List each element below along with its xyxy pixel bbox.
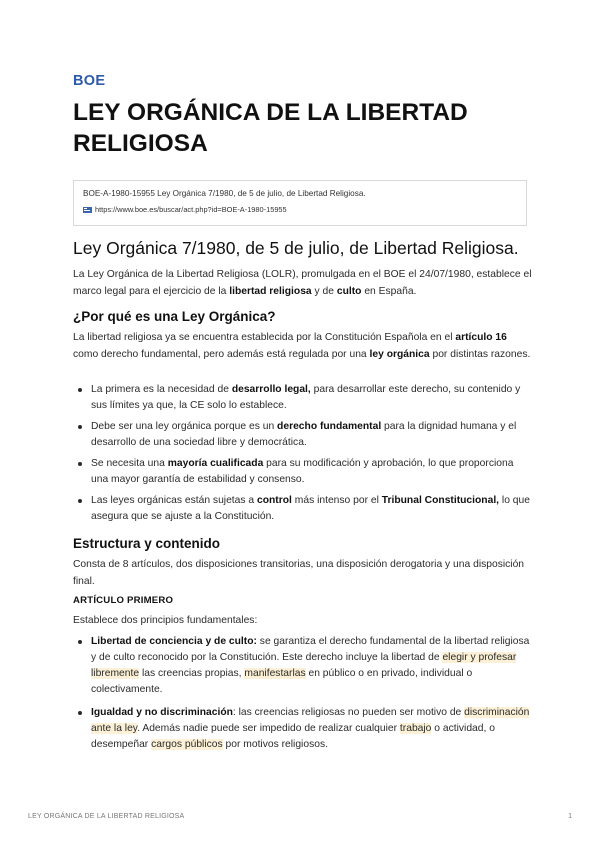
item-bold: control: [257, 495, 292, 506]
why-text-3: por distintas razones.: [429, 349, 531, 360]
highlighted-text: manifestarlas: [244, 668, 306, 679]
structure-paragraph: Consta de 8 artículos, dos disposiciones transitorias, una disposición derogatoria y una disposición final.: [73, 559, 525, 587]
list-item: [73, 634, 533, 698]
item-text: o actividad, o desempeñar: [91, 723, 495, 750]
intro-text-1: La Ley Orgánica de la Libertad Religiosa (LOLR), promulgada en el BOE el 24/07/1980, establece el marco legal para el ejercicio de la: [73, 269, 532, 297]
item-text: se garantiza el derecho fundamental de la libertad religiosa y de culto reconocido por la Constitución. Este derecho incluye la libertad de: [91, 636, 530, 663]
boe-logo-text: BOE: [73, 73, 106, 87]
why-text-1: La libertad religiosa ya se encuentra establecida por la Constitución Española en el: [73, 332, 456, 343]
item-bold: derecho fundamental: [277, 421, 382, 432]
list-item: [73, 382, 533, 414]
intro-bold-2: culto: [336, 286, 362, 297]
intro-bold-1: libertad religiosa: [229, 286, 312, 297]
item-text: más intenso por el: [291, 495, 382, 506]
item-bold: Igualdad y no discriminación: [91, 707, 233, 718]
list-item: [73, 456, 533, 488]
highlighted-text: trabajo: [399, 723, 432, 734]
item-text: Las leyes orgánicas están sujetas a: [91, 495, 257, 506]
structure-heading: Estructura y contenido: [73, 536, 221, 551]
page-number: 1: [568, 813, 572, 820]
why-text-2: como derecho fundamental, pero además está regulada por una: [73, 349, 370, 360]
item-bold: Tribunal Constitucional,: [381, 495, 500, 506]
document-title: LEY ORGÁNICA DE LA LIBERTAD RELIGIOSA: [73, 99, 468, 157]
item-text: para su modificación y aprobación, lo que proporciona una mayor garantía de estabilidad y consenso.: [91, 458, 514, 485]
principles-list: [73, 634, 533, 753]
item-text: en público o en privado, individual o colectivamente.: [91, 668, 473, 695]
item-text: Debe ser una ley orgánica porque es un: [91, 421, 278, 432]
intro-text-2: y de: [311, 286, 337, 297]
reference-box: [73, 180, 527, 226]
highlighted-text: elegir y profesar libremente: [91, 652, 517, 679]
item-text: lo que asegura que se ajuste a la Constitución.: [91, 495, 530, 522]
why-bold-2: ley orgánica: [369, 349, 430, 360]
item-text: para la dignidad humana y el desarrollo de una sociedad libre y democrática.: [91, 421, 517, 448]
intro-text-3: en España.: [361, 286, 417, 297]
item-text: Se necesita una: [91, 458, 168, 469]
item-text: para desarrollar este derecho, su contenido y sus límites ya que, la CE solo lo establece.: [91, 384, 521, 411]
item-bold: Libertad de conciencia y de culto:: [91, 636, 257, 647]
intro-paragraph: [73, 266, 533, 300]
reference-url[interactable]: https://www.boe.es/buscar/act.php?id=BOE-A-1980-15955: [95, 205, 287, 214]
why-bold-1: artículo 16: [455, 332, 507, 343]
reference-citation: BOE-A-1980-15955 Ley Orgánica 7/1980, de 5 de julio, de Libertad Religiosa.: [83, 189, 366, 198]
article-label: ARTÍCULO PRIMERO: [73, 595, 174, 606]
item-bold: mayoría cualificada: [167, 458, 264, 469]
footer-title: LEY ORGÁNICA DE LA LIBERTAD RELIGIOSA: [28, 813, 185, 820]
boe-logo: [73, 72, 111, 87]
list-item: [73, 419, 533, 451]
why-heading: ¿Por qué es una Ley Orgánica?: [73, 309, 276, 324]
list-item: [73, 493, 533, 525]
law-heading: Ley Orgánica 7/1980, de 5 de julio, de Libertad Religiosa.: [73, 238, 519, 258]
item-text: La primera es la necesidad de: [91, 384, 232, 395]
item-text: por motivos religiosos.: [222, 739, 328, 750]
why-paragraph: [73, 329, 533, 363]
reference-link-row[interactable]: [83, 205, 526, 214]
item-text: las creencias propias,: [139, 668, 245, 679]
why-list: [73, 382, 533, 525]
item-bold: desarrollo legal,: [231, 384, 311, 395]
highlighted-text: cargos públicos: [151, 739, 223, 750]
link-icon: [83, 207, 92, 213]
highlighted-text: discriminación ante la ley: [91, 707, 530, 734]
item-text: : las creencias religiosas no pueden ser motivo de: [232, 707, 465, 718]
item-text: . Además nadie puede ser impedido de realizar cualquier: [137, 723, 400, 734]
article-intro: Establece dos principios fundamentales:: [73, 615, 258, 626]
list-item: [73, 705, 533, 753]
